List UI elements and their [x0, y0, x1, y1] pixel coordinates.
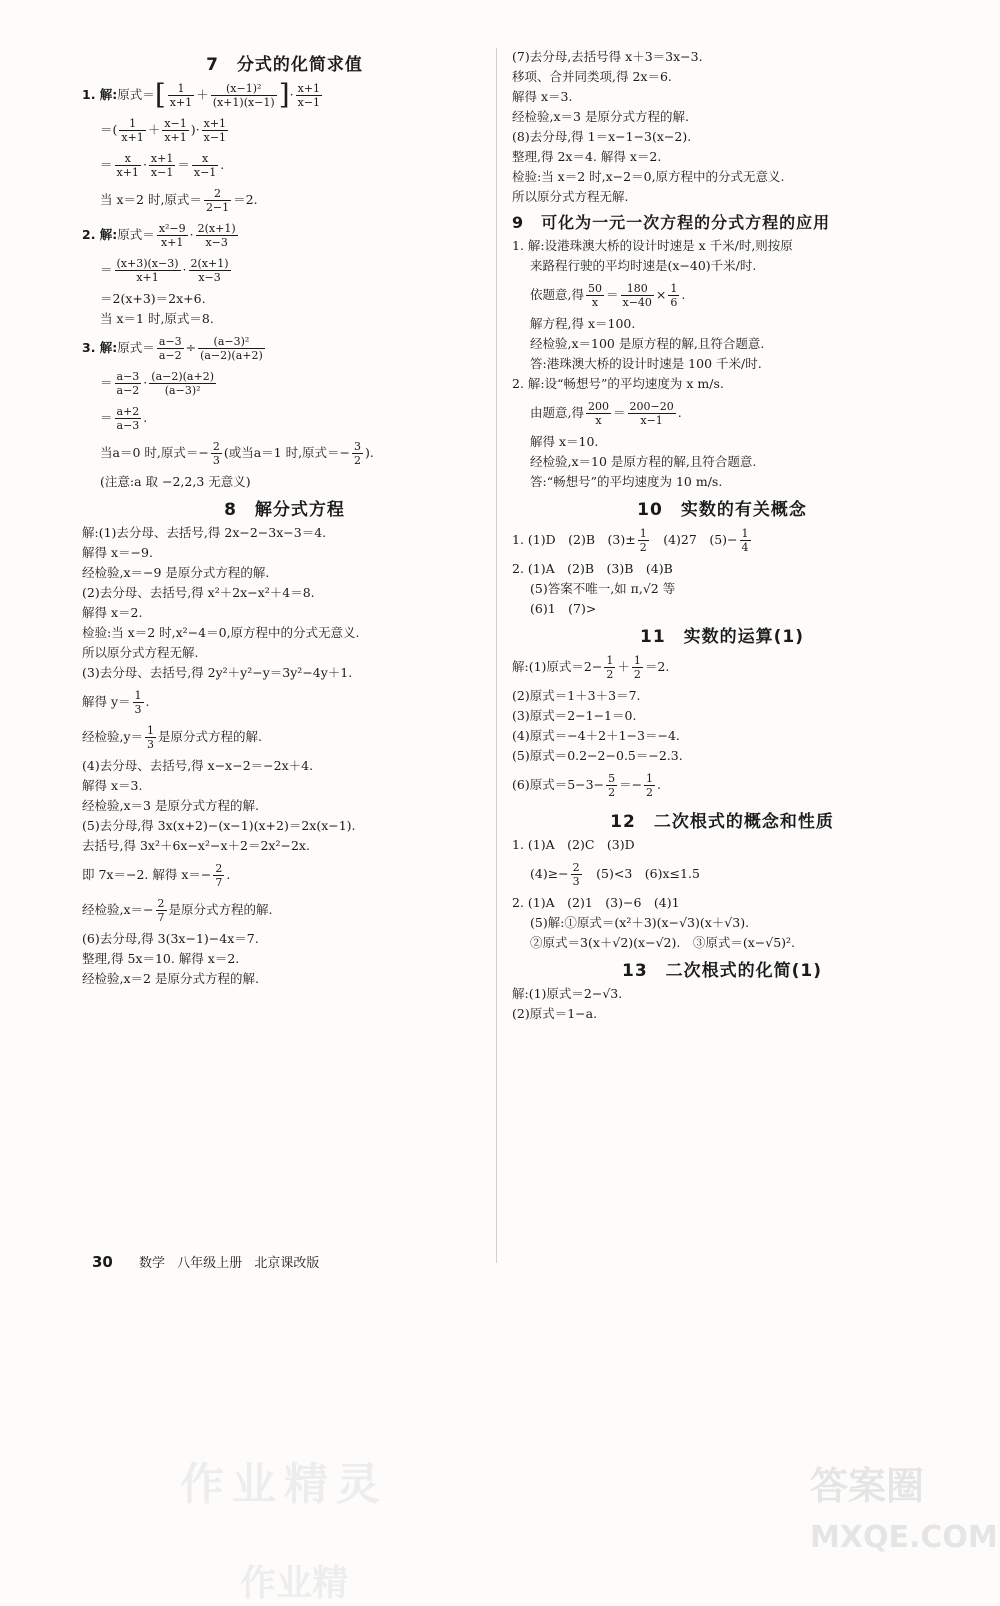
- answer-line: ②原式＝3(x＋√2)(x−√2). ③原式＝(x−√5)².: [530, 935, 796, 950]
- watermark: 作业精灵: [180, 1459, 388, 1510]
- text-line: [82, 894, 487, 926]
- text: 由题意,得: [530, 405, 584, 420]
- text: 经检验,y＝: [82, 729, 144, 744]
- denominator: x+1: [161, 235, 184, 249]
- text-line: 答:“畅想号”的平均速度为 10 m/s.: [530, 474, 723, 489]
- numerator: 5: [608, 771, 616, 785]
- problem-2-line-3: ＝2(x+3)＝2x+6.: [100, 291, 206, 306]
- fraction: [644, 772, 655, 799]
- denominator: a−3: [116, 418, 140, 432]
- fraction: [632, 654, 643, 681]
- text: 1. (1)D (2)B (3)±: [512, 532, 636, 547]
- text-line: 解得 x＝10.: [530, 434, 599, 449]
- numerator: 1: [741, 526, 749, 540]
- fraction: [586, 400, 611, 427]
- fraction: [115, 257, 181, 284]
- text: ＝2.: [644, 659, 670, 674]
- numerator: 1: [119, 117, 145, 131]
- numerator: 1: [633, 653, 641, 667]
- fraction: [119, 117, 145, 144]
- fraction: [352, 440, 363, 467]
- numerator: (x−1)²: [211, 82, 277, 96]
- denominator: (a−2)(a+2): [200, 348, 263, 362]
- text-line: (5)去分母,得 3x(x+2)−(x−1)(x+2)＝2x(x−1).: [82, 818, 356, 833]
- text: ＝2.: [233, 192, 258, 207]
- bracket-close: ]: [278, 78, 290, 111]
- operator: ＋: [147, 122, 161, 137]
- fraction: [296, 82, 322, 109]
- text: ).: [365, 445, 374, 460]
- text: 是原分式方程的解.: [168, 902, 273, 917]
- numerator: 1: [639, 526, 647, 540]
- denominator: 2: [606, 667, 614, 681]
- text: .: [657, 777, 662, 792]
- denominator: 3: [572, 874, 580, 888]
- fraction: [606, 772, 617, 799]
- denominator: 4: [741, 540, 749, 554]
- numerator: 2: [157, 896, 165, 910]
- problem-1-line-4: [82, 184, 487, 216]
- numerator: a−3: [158, 334, 182, 348]
- numerator: x²−9: [158, 221, 186, 235]
- denominator: x+1: [169, 95, 193, 109]
- text-line: [82, 686, 487, 718]
- denominator: x: [595, 413, 602, 427]
- text: .: [143, 410, 148, 425]
- text-line: 解得 x＝−9.: [82, 545, 153, 560]
- numerator: 1: [606, 653, 614, 667]
- answer-line: (5)原式＝0.2−2−0.5＝−2.3.: [512, 748, 683, 763]
- problem-1-line-2: [82, 114, 487, 146]
- denominator: 6: [670, 295, 678, 309]
- text-line: [82, 859, 487, 891]
- problem-2-line-1: [82, 219, 487, 251]
- text-line: 经检验,x＝10 是原方程的解,且符合题意.: [530, 454, 757, 469]
- denominator: 2−1: [205, 200, 230, 214]
- fraction: [115, 152, 141, 179]
- numerator: 2(x+1): [190, 256, 229, 270]
- text: .: [220, 157, 225, 172]
- numerator: 1: [134, 688, 142, 702]
- problem-3-line-4: [82, 437, 487, 469]
- problem-1-line-3: [82, 149, 487, 181]
- text-line: 经检验,x＝100 是原方程的解,且符合题意.: [530, 336, 765, 351]
- text-line: (6)去分母,得 3(3x−1)−4x＝7.: [82, 931, 259, 946]
- fraction: [211, 82, 277, 109]
- numerator: x: [192, 152, 218, 166]
- section-title-13: 13 二次根式的化简(1): [621, 961, 823, 981]
- denominator: x−1: [640, 413, 663, 427]
- text-line: 解得 x＝2.: [82, 605, 143, 620]
- fraction: [149, 370, 216, 397]
- text: ＝(: [100, 122, 118, 137]
- denominator: a−2: [158, 348, 182, 362]
- watermark-logo: 答案圈: [810, 1464, 925, 1508]
- answer-line: (2)原式＝1−a.: [512, 1006, 598, 1021]
- text: 是原分式方程的解.: [158, 729, 263, 744]
- text: (4)≥−: [530, 866, 569, 881]
- text: 经检验,x＝−: [82, 902, 154, 917]
- denominator: (x+1)(x−1): [212, 95, 275, 109]
- column-divider: [496, 48, 497, 1263]
- text: 即 7x＝−2. 解得 x＝−: [82, 867, 212, 882]
- fraction: [192, 152, 218, 179]
- text-line: 解方程,得 x＝100.: [530, 316, 636, 331]
- text-line: 移项、合并同类项,得 2x＝6.: [512, 69, 672, 84]
- operator: ·: [182, 262, 187, 277]
- numerator: x+1: [297, 81, 321, 95]
- text-line: 经检验,x＝3 是原分式方程的解.: [512, 109, 689, 124]
- denominator: 2: [354, 453, 362, 467]
- page-number: 30: [92, 1253, 113, 1271]
- text-line: 解得 x＝3.: [82, 778, 143, 793]
- problem-2-line-4: 当 x＝1 时,原式＝8.: [100, 311, 214, 326]
- fraction: [586, 282, 604, 309]
- denominator: 3: [147, 737, 155, 751]
- text-line: 解得 x＝3.: [512, 89, 573, 104]
- problem-3-line-1: [82, 332, 487, 364]
- operator: ＝: [177, 157, 190, 172]
- fraction: [189, 257, 231, 284]
- fraction: [571, 861, 582, 888]
- text: 原式＝: [117, 340, 155, 355]
- denominator: x−1: [203, 130, 227, 144]
- operator: ·: [289, 87, 294, 102]
- equation-line: [512, 397, 932, 429]
- text-line: 检验:当 x＝2 时,x²−4＝0,原方程中的分式无意义.: [82, 625, 360, 640]
- answer-line: 解:(1)原式＝2−√3.: [512, 986, 623, 1001]
- text: .: [677, 405, 682, 420]
- problem-label: 1. 解:: [82, 87, 118, 102]
- problem-3-line-3: [82, 402, 487, 434]
- section-title-11: 11 实数的运算(1): [639, 627, 805, 647]
- text-line: 经检验,x＝3 是原分式方程的解.: [82, 798, 259, 813]
- text: (5)<3 (6)x≤1.5: [583, 866, 700, 881]
- edition: 北京课改版: [254, 1256, 320, 1271]
- text: ＝: [100, 375, 113, 390]
- fraction: [604, 654, 615, 681]
- answer-line: [512, 769, 932, 801]
- text-line: (8)去分母,得 1＝x−1−3(x−2).: [512, 129, 692, 144]
- text-line: (3)去分母、去括号,得 2y²＋y²−y＝3y²−4y＋1.: [82, 665, 353, 680]
- denominator: a−2: [116, 383, 140, 397]
- numerator: a+2: [116, 404, 140, 418]
- fraction: [202, 117, 228, 144]
- denominator: x−40: [622, 295, 652, 309]
- numerator: 1: [147, 723, 155, 737]
- numerator: 1: [646, 771, 654, 785]
- numerator: 2: [572, 860, 580, 874]
- subject: 数学: [139, 1256, 166, 1271]
- section-title-7: 7 分式的化简求值: [206, 55, 363, 75]
- numerator: (a−3)²: [198, 335, 265, 349]
- text: )·: [190, 122, 200, 137]
- fraction: [638, 527, 649, 554]
- problem-1-line-1: [82, 79, 487, 111]
- denominator: 3: [212, 453, 220, 467]
- numerator: 2(x+1): [197, 221, 236, 235]
- text: (6)原式＝5−3−: [512, 777, 605, 792]
- answer-line: (5)解:①原式＝(x²＋3)(x−√3)(x＋√3).: [530, 915, 750, 930]
- fraction: [621, 282, 654, 309]
- numerator: 2: [212, 439, 220, 453]
- fraction: [211, 440, 222, 467]
- equation-line: [512, 279, 932, 311]
- section-title-8: 8 解分式方程: [224, 500, 345, 520]
- numerator: 200: [587, 399, 609, 413]
- answer-line: 2. (1)A (2)1 (3)−6 (4)1: [512, 895, 680, 910]
- denominator: x+1: [116, 165, 139, 179]
- answer-line: (4)原式＝−4＋2＋1−3＝−4.: [512, 728, 680, 743]
- text-line: 经检验,x＝2 是原分式方程的解.: [82, 971, 259, 986]
- denominator: x+1: [121, 130, 144, 144]
- text-line: 所以原分式方程无解.: [512, 189, 629, 204]
- text: (或当a＝1 时,原式＝−: [223, 445, 351, 460]
- answer-line: (2)原式＝1＋3＋3＝7.: [512, 688, 641, 703]
- text-line: 所以原分式方程无解.: [82, 645, 199, 660]
- denominator: x: [591, 295, 599, 309]
- text-line: 2. 解:设“畅想号”的平均速度为 x m/s.: [512, 376, 724, 391]
- denominator: 2: [639, 540, 647, 554]
- text: 依题意,得: [530, 287, 584, 302]
- text-line: 经检验,x＝−9 是原分式方程的解.: [82, 565, 270, 580]
- numerator: x−1: [164, 116, 187, 130]
- denominator: 7: [215, 875, 223, 889]
- operator: ＝: [605, 287, 619, 302]
- fraction: [628, 400, 676, 427]
- fraction: [156, 897, 167, 924]
- text-line: 1. 解:设港珠澳大桥的设计时速是 x 千米/时,则按原: [512, 238, 793, 253]
- watermark: 作业精: [240, 1563, 349, 1604]
- text-line: (7)去分母,去括号得 x＋3＝3x−3.: [512, 49, 703, 64]
- numerator: 2: [204, 187, 231, 201]
- text-line: 去括号,得 3x²＋6x−x²−x＋2＝2x²−2x.: [82, 838, 310, 853]
- text: .: [226, 867, 231, 882]
- fraction: [162, 117, 188, 144]
- text-line: 解:(1)去分母、去括号,得 2x−2−3x−3＝4.: [82, 525, 327, 540]
- numerator: (x+3)(x−3): [116, 256, 179, 270]
- fraction: [115, 370, 142, 397]
- denominator: x+1: [164, 130, 187, 144]
- section-title-9: 9 可化为一元一次方程的分式方程的应用: [512, 213, 831, 232]
- answer-line: (5)答案不唯一,如 π,√2 等: [530, 581, 676, 596]
- operator: ＝: [612, 405, 626, 420]
- watermark-url: MXQE.COM: [810, 1520, 998, 1555]
- fraction: [668, 282, 679, 309]
- text-line: 整理,得 2x＝4. 解得 x＝2.: [512, 149, 662, 164]
- text-line: (2)去分母、去括号,得 x²＋2x−x²＋4＝8.: [82, 585, 315, 600]
- answer-line: (3)原式＝2−1−1＝0.: [512, 708, 637, 723]
- text: 原式＝: [117, 227, 155, 242]
- denominator: 7: [157, 910, 165, 924]
- text-line: (4)去分母、去括号,得 x−x−2＝−2x＋4.: [82, 758, 314, 773]
- text-line: 来路程行驶的平均时速是(x−40)千米/时.: [530, 258, 757, 273]
- problem-label: 3. 解:: [82, 340, 118, 355]
- page-footer: [92, 1252, 327, 1271]
- numerator: 1: [670, 281, 678, 295]
- left-column: [82, 44, 487, 992]
- fraction: [157, 335, 184, 362]
- numerator: 1: [168, 82, 194, 96]
- text-line: 答:港珠澳大桥的设计时速是 100 千米/时.: [530, 356, 762, 371]
- text: (4)27 (5)−: [650, 532, 738, 547]
- denominator: (a−3)²: [164, 383, 201, 397]
- text-line: 整理,得 5x＝10. 解得 x＝2.: [82, 951, 240, 966]
- operator: ＋: [196, 87, 209, 102]
- problem-label: 2. 解:: [82, 227, 118, 242]
- text: ＝−: [619, 777, 643, 792]
- numerator: x+1: [203, 116, 227, 130]
- denominator: x−3: [198, 270, 221, 284]
- right-column: [512, 44, 932, 1027]
- fraction: [740, 527, 751, 554]
- text-line: 检验:当 x＝2 时,x−2＝0,原方程中的分式无意义.: [512, 169, 785, 184]
- denominator: x−1: [150, 165, 174, 179]
- problem-3-line-2: [82, 367, 487, 399]
- numerator: 2: [215, 861, 223, 875]
- fraction: [198, 335, 265, 362]
- text: 原式＝: [117, 87, 155, 102]
- denominator: x−1: [193, 165, 217, 179]
- answer-line: (6)1 (7)>: [530, 601, 597, 616]
- text: ＝: [100, 157, 113, 172]
- answer-line: [512, 651, 932, 683]
- fraction: [196, 222, 238, 249]
- text: .: [681, 287, 686, 302]
- numerator: a−3: [116, 369, 140, 383]
- answer-line: [512, 858, 932, 890]
- text: 解得 y＝: [82, 694, 131, 709]
- numerator: x: [115, 152, 141, 166]
- text: 解:(1)原式＝2−: [512, 659, 603, 674]
- section-title-10: 10 实数的有关概念: [637, 500, 807, 520]
- fraction: [145, 724, 156, 751]
- operator: ÷: [185, 340, 197, 355]
- bracket-open: [: [154, 78, 166, 111]
- operator: ·: [189, 227, 194, 242]
- denominator: 2: [608, 785, 616, 799]
- numerator: 180: [621, 282, 654, 296]
- answer-line: [512, 524, 932, 556]
- text: ＝: [100, 410, 113, 425]
- note: (注意:a 取 −2,2,3 无意义): [100, 474, 251, 489]
- denominator: x−1: [297, 95, 321, 109]
- numerator: 200−20: [629, 399, 674, 413]
- denominator: 2: [633, 667, 641, 681]
- denominator: x+1: [136, 270, 159, 284]
- numerator: 3: [354, 439, 362, 453]
- text-line: [82, 721, 487, 753]
- fraction: [115, 405, 142, 432]
- operator: ·: [142, 157, 147, 172]
- fraction: [157, 222, 188, 249]
- fraction: [133, 689, 144, 716]
- numerator: x+1: [150, 151, 174, 165]
- operator: ＋: [617, 659, 630, 674]
- fraction: [149, 152, 175, 179]
- denominator: 3: [134, 702, 142, 716]
- answer-line: 1. (1)A (2)C (3)D: [512, 837, 635, 852]
- operator: ·: [143, 375, 148, 390]
- fraction: [204, 187, 231, 214]
- denominator: x−3: [205, 235, 228, 249]
- answer-line: 2. (1)A (2)B (3)B (4)B: [512, 561, 673, 576]
- text: ＝: [100, 262, 113, 277]
- text: 当 x＝2 时,原式＝: [100, 192, 202, 207]
- fraction: [213, 862, 224, 889]
- denominator: 2: [646, 785, 654, 799]
- text: .: [145, 694, 150, 709]
- grade: 八年级上册: [177, 1256, 243, 1271]
- fraction: [168, 82, 194, 109]
- text: 当a＝0 时,原式＝−: [100, 445, 209, 460]
- problem-2-line-2: [82, 254, 487, 286]
- numerator: (a−2)(a+2): [151, 369, 214, 383]
- numerator: 50: [587, 281, 602, 295]
- operator: ×: [655, 287, 667, 302]
- section-title-12: 12 二次根式的概念和性质: [610, 812, 834, 832]
